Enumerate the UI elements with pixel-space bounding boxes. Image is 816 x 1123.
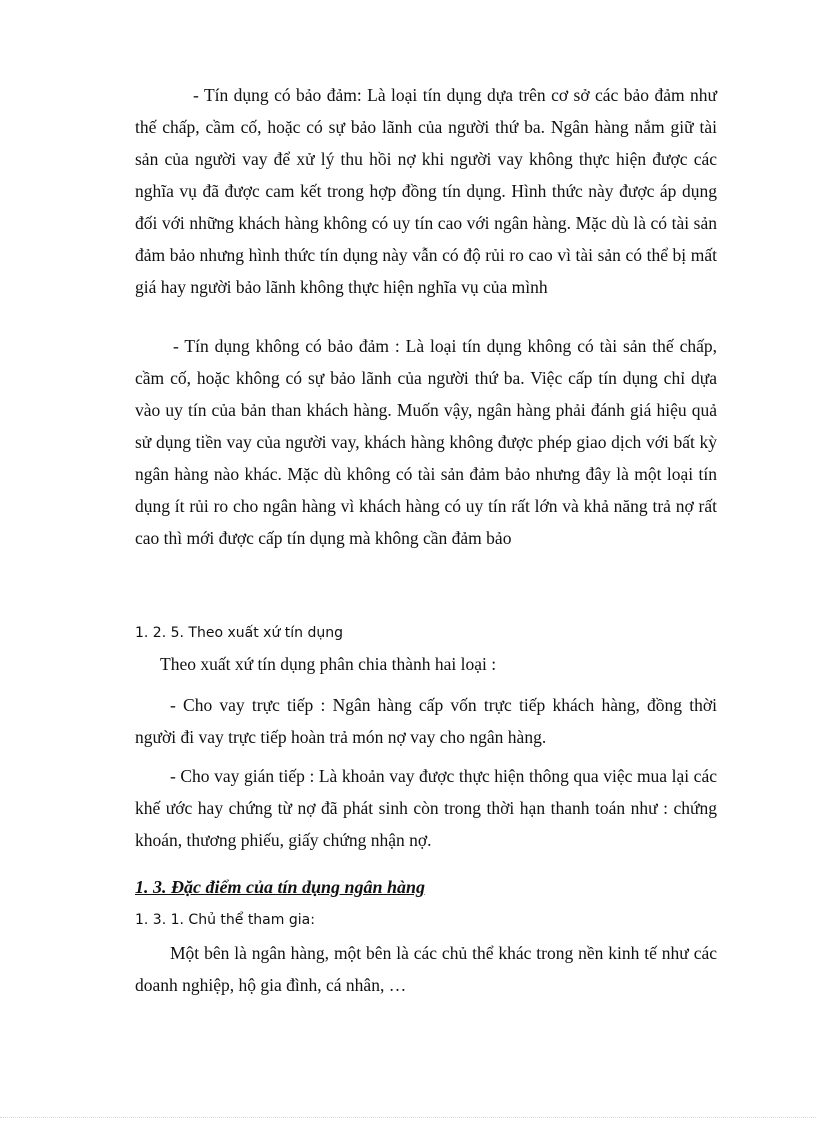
paragraph-indirect-loan: - Cho vay gián tiếp : Là khoản vay được thực hiện thông qua việc mua lại các khế ước hay chứng từ nợ đã phát sinh còn trong thời hạn thanh toán như : chứng khoán, thương phiếu, giấy chứng nhận nợ.	[135, 766, 717, 850]
page-bottom-divider	[0, 1117, 816, 1118]
section-heading-1-3-1: 1. 3. 1. Chủ thể tham gia:	[135, 912, 315, 928]
paragraph-origin-intro: Theo xuất xứ tín dụng phân chia thành hai loại :	[160, 654, 497, 674]
paragraph-participants: Một bên là ngân hàng, một bên là các chủ thể khác trong nền kinh tế như các doanh nghiệp, hộ gia đình, cá nhân, …	[135, 943, 717, 995]
paragraph-secured-credit: - Tín dụng có bảo đảm: Là loại tín dụng dựa trên cơ sở các bảo đảm như thế chấp, cầm cố, hoặc có sự bảo lãnh của người thứ ba. Ngân hàng nắm giữ tài sản của người vay để xử lý thu hồi nợ khi người vay không thực hiện được các nghĩa vụ đã được cam kết trong hợp đồng tín dụng. Hình thức này được áp dụng đối với những khách hàng không có uy tín cao với ngân hàng. Mặc dù là có tài sản đảm bảo nhưng hình thức tín dụng này vẫn có độ rủi ro cao vì tài sản có thể bị mất giá hay người bảo lãnh không thực hiện nghĩa vụ của mình	[135, 85, 717, 297]
section-heading-1-2-5: 1. 2. 5. Theo xuất xứ tín dụng	[135, 625, 343, 641]
paragraph-direct-loan: - Cho vay trực tiếp : Ngân hàng cấp vốn trực tiếp khách hàng, đồng thời người đi vay trực tiếp hoàn trả món nợ vay cho ngân hàng.	[135, 695, 717, 747]
paragraph-unsecured-credit: - Tín dụng không có bảo đảm : Là loại tín dụng không có tài sản thế chấp, cầm cố, hoặc không có sự bảo lãnh của người thứ ba. Việc cấp tín dụng chỉ dựa vào uy tín của bản than khách hàng. Muốn vậy, ngân hàng phải đánh giá hiệu quả sử dụng tiền vay của người vay, khách hàng không được phép giao dịch với bất kỳ ngân hàng nào khác. Mặc dù không có tài sản đảm bảo nhưng đây là một loại tín dụng ít rủi ro cho ngân hàng vì khách hàng có uy tín rất lớn và khả năng trả nợ rất cao thì mới được cấp tín dụng mà không cần đảm bảo	[135, 336, 717, 548]
section-heading-1-3: 1. 3. Đặc điểm của tín dụng ngân hàng	[135, 877, 426, 897]
